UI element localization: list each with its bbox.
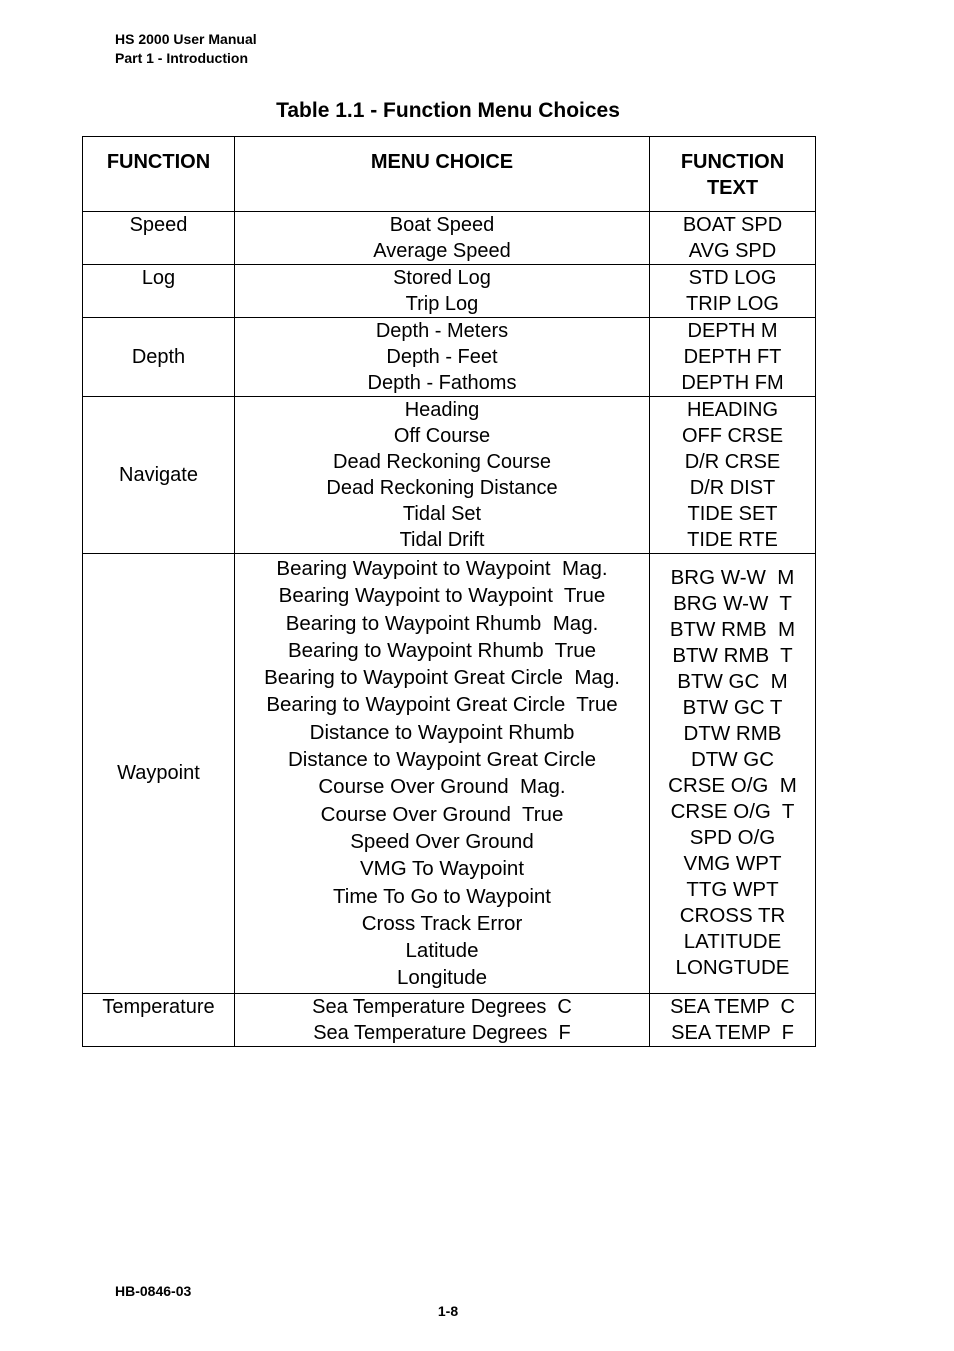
function-text-line: DEPTH M — [687, 320, 778, 342]
header-menu-choice: MENU CHOICE — [235, 137, 650, 212]
function-cell: Depth — [83, 318, 235, 397]
menu-choice-cell — [235, 397, 650, 554]
menu-choice-line: Bearing to Waypoint Great Circle Mag. — [264, 666, 620, 690]
menu-choice-line: Depth - Meters — [375, 320, 509, 342]
function-cell: Temperature — [83, 993, 235, 1046]
menu-choice-line: Off Course — [393, 425, 491, 447]
function-text-line: DTW RMB — [683, 722, 782, 746]
function-text-line: D/R DIST — [689, 477, 776, 499]
function-text-line: SPD O/G — [689, 826, 776, 850]
function-text-line: BTW RMB M — [669, 618, 796, 642]
manual-title: HS 2000 User Manual — [115, 31, 257, 47]
menu-choice-line: Bearing to Waypoint Rhumb Mag. — [285, 611, 599, 635]
menu-choice-line: Sea Temperature Degrees F — [313, 1021, 571, 1044]
menu-choice-line: Sea Temperature Degrees C — [312, 995, 572, 1018]
menu-choice-cell — [235, 318, 650, 397]
menu-choice-cell — [235, 993, 650, 1046]
menu-choice-line: Trip Log — [405, 293, 479, 315]
function-text-line: BRG W-W M — [670, 566, 795, 590]
menu-choice-line: Speed Over Ground — [350, 829, 534, 853]
menu-choice-line: Latitude — [405, 939, 479, 963]
function-text-line: TTG WPT — [686, 878, 779, 902]
menu-choice-line: Dead Reckoning Distance — [326, 477, 558, 499]
function-text-line: BOAT SPD — [682, 214, 783, 236]
header-function-text-line2: TEXT — [706, 177, 759, 199]
menu-choice-line: Cross Track Error — [361, 911, 523, 935]
function-text-line: TIDE RTE — [687, 529, 778, 551]
menu-choice-line: Depth - Fathoms — [367, 372, 517, 394]
table-row — [83, 318, 816, 397]
function-text-line: OFF CRSE — [681, 425, 784, 447]
menu-choice-line: VMG To Waypoint — [359, 857, 525, 881]
function-text-line: STD LOG — [688, 267, 777, 289]
menu-choice-cell — [235, 212, 650, 265]
function-cell: Log — [83, 265, 235, 318]
function-text-line: LONGTUDE — [675, 956, 790, 980]
function-cell: Waypoint — [83, 554, 235, 994]
page-number: 1-8 — [437, 1303, 459, 1319]
document-header — [115, 30, 257, 68]
document-number: HB-0846-03 — [115, 1283, 192, 1299]
menu-choice-line: Bearing to Waypoint Rhumb True — [287, 638, 597, 662]
function-text-line: SEA TEMP F — [671, 1021, 794, 1044]
header-function-text-line1: FUNCTION — [680, 151, 785, 173]
menu-choice-line: Depth - Feet — [386, 346, 498, 368]
menu-choice-line: Course Over Ground True — [320, 802, 564, 826]
menu-choice-line: Heading — [404, 399, 480, 421]
menu-choice-line: Distance to Waypoint Rhumb — [309, 720, 575, 744]
function-text-line: VMG WPT — [683, 852, 782, 876]
menu-choice-line: Course Over Ground Mag. — [318, 775, 566, 799]
menu-choice-line: Time To Go to Waypoint — [333, 884, 551, 908]
table-row — [83, 993, 816, 1046]
menu-choice-line: Bearing Waypoint to Waypoint Mag. — [276, 557, 608, 580]
function-text-line: CRSE O/G T — [670, 800, 795, 824]
function-text-line: CROSS TR — [679, 904, 786, 928]
function-text-line: LATITUDE — [683, 930, 782, 954]
function-text-line: DTW GC — [690, 748, 775, 772]
function-text-line: D/R CRSE — [684, 451, 781, 473]
header-function-text — [650, 137, 816, 212]
function-text-cell — [650, 212, 816, 265]
function-text-line: BTW RMB T — [672, 644, 793, 668]
menu-choice-line: Tidal Drift — [399, 529, 485, 551]
function-text-line: BRG W-W T — [673, 592, 792, 616]
menu-choice-line: Longitude — [396, 966, 488, 990]
menu-choice-line: Distance to Waypoint Great Circle — [288, 748, 596, 772]
table-row — [83, 265, 816, 318]
function-text-cell — [650, 265, 816, 318]
function-text-line: DEPTH FM — [681, 372, 784, 394]
menu-choice-line: Dead Reckoning Course — [333, 451, 551, 473]
menu-choice-line: Stored Log — [393, 267, 491, 289]
menu-choice-line: Boat Speed — [389, 214, 495, 236]
function-text-cell — [650, 993, 816, 1046]
menu-choice-line: Bearing Waypoint to Waypoint True — [278, 584, 606, 608]
menu-choice-cell — [235, 265, 650, 318]
function-menu-table — [82, 136, 816, 1047]
function-text-line: BTW GC M — [677, 670, 788, 694]
table-row — [83, 554, 816, 994]
menu-choice-line: Average Speed — [373, 240, 511, 262]
function-text-line: SEA TEMP C — [670, 995, 795, 1018]
function-text-cell — [650, 318, 816, 397]
section-title: Part 1 - Introduction — [115, 50, 248, 66]
table-row — [83, 212, 816, 265]
table-title: Table 1.1 - Function Menu Choices — [276, 99, 620, 122]
function-cell: Navigate — [83, 397, 235, 554]
function-text-line: TIDE SET — [687, 503, 778, 525]
function-text-line: CRSE O/G M — [668, 774, 797, 798]
menu-choice-line: Bearing to Waypoint Great Circle True — [266, 693, 618, 717]
function-text-cell — [650, 554, 816, 994]
menu-choice-line: Tidal Set — [402, 503, 482, 525]
table-header-row — [83, 137, 816, 212]
function-text-cell — [650, 397, 816, 554]
function-text-line: TRIP LOG — [686, 293, 779, 315]
menu-choice-cell — [235, 554, 650, 994]
function-text-line: DEPTH FT — [683, 346, 782, 368]
function-text-line: AVG SPD — [688, 240, 777, 262]
header-function: FUNCTION — [83, 137, 235, 212]
function-text-line: HEADING — [686, 399, 779, 421]
function-cell: Speed — [83, 212, 235, 265]
function-text-line: BTW GC T — [682, 696, 783, 720]
table-row — [83, 397, 816, 554]
